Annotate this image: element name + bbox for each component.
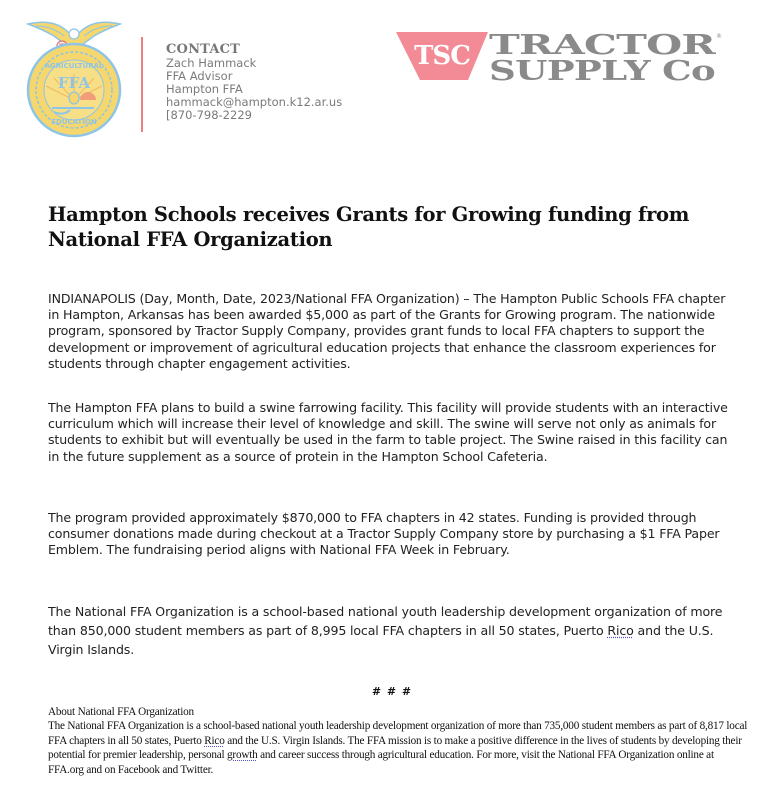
paragraph-organization [48, 602, 738, 659]
text-segment: and career success through agricultural education. For more, visit the National FFA Organization online at FFA.org and on Facebook and Twitter. [48, 749, 714, 776]
paragraph-program-funding: The program provided approximately $870,000 to FFA chapters in 42 states. Funding is provided through consumer donations made during checkout at a Tractor Supply Company store by purchasing a $1 FFA Paper Emblem. The fundraising period aligns with National FFA Week in February. [48, 510, 720, 558]
text-segment: and the U.S. Virgin Islands. The FFA mission is to make a positive difference in the lives of students by developing their potential for premier leadership, personal [48, 734, 742, 762]
svg-text:SUPPLY Co: SUPPLY Co [489, 56, 715, 82]
contact-organization: Hampton FFA [166, 82, 243, 96]
contact-email[interactable]: hammack@hampton.k12.ar.us [166, 95, 343, 109]
contact-heading: CONTACT [166, 42, 241, 57]
about-heading: About National FFA Organization [48, 706, 194, 718]
paragraph-project: The Hampton FFA plans to build a swine farrowing facility. This facility will provide students with an interactive curriculum which will increase their level of knowledge and skill. The swine will serve not only as animals for students to exhibit but will eventually be used in the farm to table project. The Swine raised in this facility can in the future supplement as a source of protein in the Hampton School Cafeteria. [48, 400, 728, 464]
about-section [48, 705, 748, 777]
spellcheck-flagged-word[interactable]: Rico [607, 623, 634, 638]
paragraph-announcement: INDIANAPOLIS (Day, Month, Date, 2023/National FFA Organization) – The Hampton Public Schools FFA chapter in Hampton, Arkansas has been awarded $5,000 as part of the Grants for Growing program. The nationwide program, sponsored by Tractor Supply Company, provides grant funds to local FFA chapters to support the development or improvement of agricultural education projects that enhance the classroom experiences for students through chapter engagement activities. [48, 291, 726, 371]
svg-text:AGRICULTURAL: AGRICULTURAL [44, 62, 104, 70]
text-segment: The National FFA Organization is a school-based national youth leadership development organization of more than 735,000 student members as part of 8,817 local FFA chapters in all 50 states, Puerto [48, 720, 748, 747]
about-body [48, 719, 748, 777]
svg-text:FFA: FFA [57, 74, 91, 92]
page-headline: Hampton Schools receives Grants for Growing funding from National FFA Organization [48, 203, 690, 251]
spellcheck-flagged-word[interactable]: growth [227, 749, 258, 762]
contact-divider [141, 37, 143, 132]
text-segment: and the U.S. Virgin Islands. [48, 623, 714, 657]
svg-text:®: ® [716, 33, 722, 40]
contact-phone: [870-798-2229 [166, 108, 252, 122]
contact-block [166, 42, 342, 122]
spellcheck-flagged-word[interactable]: Rico [204, 734, 225, 747]
contact-name: Zach Hammack [166, 56, 257, 70]
ffa-emblem-logo [24, 16, 124, 138]
tractor-supply-logo [396, 30, 726, 82]
text-segment: The National FFA Organization is a school-based national youth leadership development organization of more than 850,000 student members as part of 8,995 local FFA chapters in all 50 states, Puerto [48, 604, 723, 638]
svg-text:EDUCATION: EDUCATION [51, 118, 97, 126]
svg-text:TRACTOR: TRACTOR [489, 30, 717, 61]
end-separator: # # # [371, 685, 413, 698]
svg-text:TSC: TSC [414, 41, 470, 71]
contact-title: FFA Advisor [166, 69, 233, 83]
